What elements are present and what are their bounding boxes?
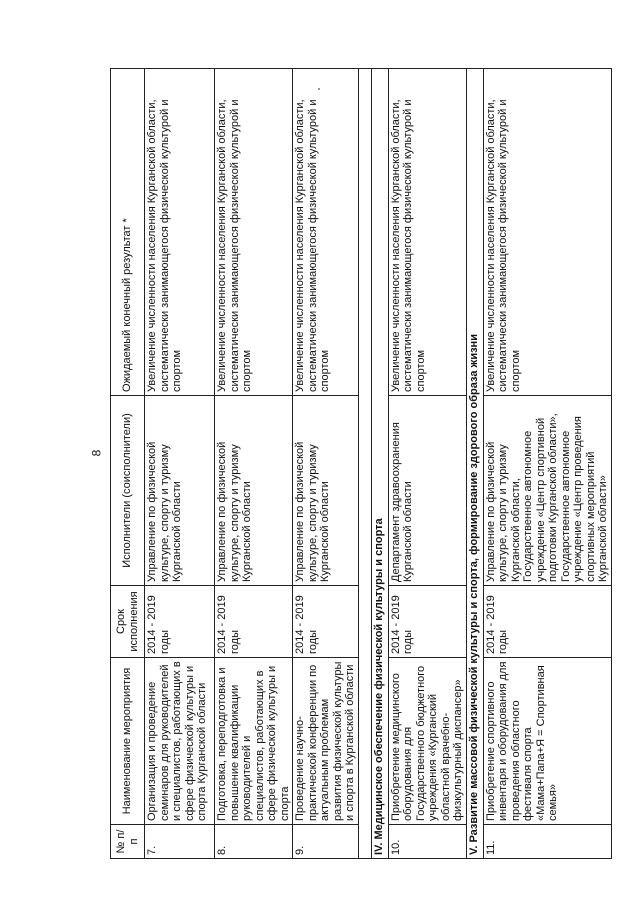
row-num: 7. xyxy=(145,825,215,859)
row-executors: Управление по физической культуре, спорту и туризму Курганской области xyxy=(215,396,293,586)
plan-table-rotated xyxy=(110,69,609,859)
row-name: Подготовка, переподготовка и повышение квалификации руководителей и специалистов, работающих в сфере физической культуры и спорта xyxy=(215,658,293,825)
row-executors: Департамент здравоохранения Курганской области xyxy=(388,396,466,586)
row-term: 2014 - 2019 годы xyxy=(215,586,293,658)
table-row xyxy=(215,69,293,859)
table-row xyxy=(483,69,611,859)
header-executors: Исполнители (соисполнители) xyxy=(111,396,145,586)
row-name: Проведение научно-практической конференции по актуальным проблемам развития физической культуры и спорта в Курганской области xyxy=(293,658,359,825)
row-result: Увеличение численности населения Курганской области, систематически занимающегося физической культурой и спортом xyxy=(388,69,466,396)
row-num: 8. xyxy=(215,825,293,859)
row-result: Увеличение численности населения Курганской области, систематически занимающегося физической культурой и спортом xyxy=(215,69,293,396)
header-term: Срок исполнения xyxy=(111,586,145,658)
row-num: 10. xyxy=(388,825,466,859)
row-name: Приобретение медицинского оборудования для Государственного бюджетного учреждения «Курганский областной врачебно-физкультурный диспансер» xyxy=(388,658,466,825)
row-num: 9. xyxy=(293,825,359,859)
section-4-title: IV. Медицинское обеспечение физической культуры и спорта xyxy=(371,69,388,859)
row-result: Увеличение численности населения Курганской области, систематически занимающегося физической культурой и спортом xyxy=(483,69,611,396)
table-row xyxy=(145,69,215,859)
section-row xyxy=(371,69,388,859)
table-row xyxy=(388,69,466,859)
header-num: № п/п xyxy=(111,825,145,859)
row-term: 2014 - 2019 годы xyxy=(145,586,215,658)
table-header-row xyxy=(111,69,145,859)
section-row xyxy=(466,69,483,859)
row-name: Приобретение спортивного инвентаря и оборудования для проведения областного фестиваля спорта «Мама+Папа+Я = Спортивная семья» xyxy=(483,658,611,825)
section-5-title: V. Развитие массовой физической культуры и спорта, формирование здорового образа жизни xyxy=(466,69,483,859)
spacer-cell xyxy=(358,69,371,859)
row-term: 2014 - 2019 годы xyxy=(483,586,611,658)
row-result: Увеличение численности населения Курганской области, систематически занимающегося физической культурой и спортом xyxy=(145,69,215,396)
row-executors: Управление по физической культуре, спорту и туризму Курганской области xyxy=(145,396,215,586)
measures-table xyxy=(110,68,612,859)
row-name: Организация и проведение семинаров для руководителей и специалистов, работающих в сфере физической культуры и спорта Курганской области xyxy=(145,658,215,825)
header-name: Наименование мероприятия xyxy=(111,658,145,825)
row-executors: Управление по физической культуре, спорту и туризму Курганской области xyxy=(293,396,359,586)
table-spacer-row xyxy=(358,69,371,859)
header-result: Ожидаемый конечный результат * xyxy=(111,69,145,396)
row-result: Увеличение численности населения Курганской области, систематически занимающегося физической культурой и спортом xyxy=(293,69,359,396)
row-term: 2014 - 2019 годы xyxy=(388,586,466,658)
row-term: 2014 - 2019 годы xyxy=(293,586,359,658)
row-executors: Управление по физической культуре, спорту и туризму Курганской области, Государственное автономное учреждение «Центр спортивной подготовки Курганской области», Государственное автономное учреждение «Центр проведения спортивных мероприятий Курганской области» xyxy=(483,396,611,586)
row-num: 11. xyxy=(483,825,611,859)
page-number: 8 xyxy=(89,449,104,457)
table-row xyxy=(293,69,359,859)
